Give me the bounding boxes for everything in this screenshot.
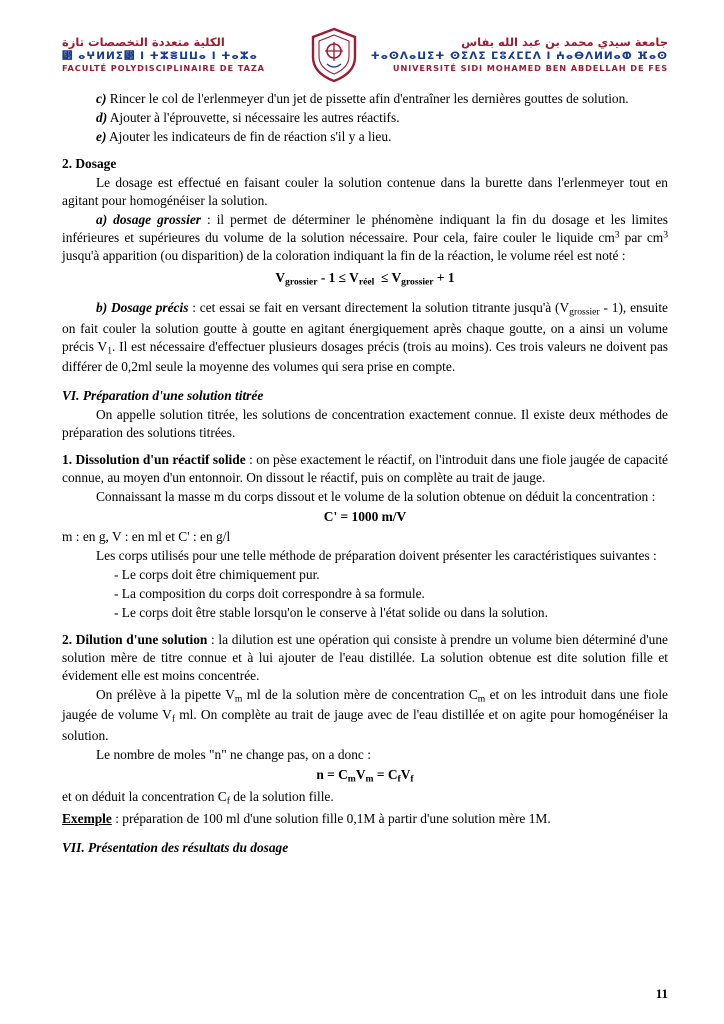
paragraph-corps-caracteristiques: Les corps utilisés pour une telle méthode de préparation doivent présenter les caractéristiques suivantes : — [96, 547, 657, 563]
list-item-d-text: Ajouter à l'éprouvette, si nécessaire les autres réactifs. — [109, 109, 400, 125]
bullet-item-1: - Le corps doit être chimiquement pur. — [114, 566, 320, 582]
text-dosage-precis-1: : cet essai se fait en versant directement la solution titrante jusqu'à (V — [188, 300, 570, 316]
header-left-block — [62, 35, 297, 75]
text-deduit-1: et on déduit la concentration C — [62, 789, 227, 805]
heading-dilution — [62, 631, 668, 685]
heading-dissolution — [62, 451, 668, 487]
header-right-french: UNIVERSITÉ SIDI MOHAMED BEN ABDELLAH DE FES — [392, 63, 668, 74]
paragraph-dosage-grossier — [62, 211, 668, 265]
paragraph-dosage-precis — [62, 299, 668, 376]
paragraph-deduit — [62, 788, 668, 809]
header-right-block — [371, 35, 668, 75]
text-dosage-grossier-1: : il permet de déterminer le phénomène indiquant la fin du dosage et les limites inférieures et supérieures du volume de la solution nécessaire. Pour cela, faire couler le liquide cm — [62, 211, 668, 245]
header-right-tifinagh: ⵜⴰⵙⴷⴰⵡⵉⵜ ⵙⵉⴷⵉ ⵎⵓⵃⵎⵎⴷ ⵏ ⵄⴰⴱⴷⵍⵍⴰⵀ ⴼⴰⵙ — [370, 49, 668, 62]
heading-dilution-label: 2. Dilution d'une solution — [62, 631, 208, 647]
text-dosage-grossier-sup1: 3 — [614, 229, 620, 241]
text-preleve-1: On prélève à la pipette V — [96, 686, 235, 702]
label-exemple: Exemple — [62, 810, 112, 826]
label-dosage-grossier: a) dosage grossier — [96, 211, 201, 227]
list-item-c-text: Rincer le col de l'erlenmeyer d'un jet de pissette afin d'entraîner les dernières gouttes de solution. — [109, 91, 629, 106]
list-item-d — [62, 109, 668, 127]
text-dosage-grossier-2: par cm — [619, 229, 664, 245]
list-item-d-label: d) — [96, 109, 108, 125]
heading-dissolution-label: 1. Dissolution d'un réactif solide — [62, 452, 246, 468]
text-deduit-sub: f — [226, 795, 230, 807]
heading-dosage: 2. Dosage — [62, 155, 117, 171]
header-right-arabic: جامعة سيدي محمد بن عبد الله بفاس — [461, 35, 668, 50]
text-dosage-grossier-3: jusqu'à apparition (ou disparition) de la coloration indiquant la fin de la réaction, le volume réel est noté : — [62, 247, 626, 263]
text-preleve-3: et on les introduit dans une fiole jaugée de volume V — [62, 686, 669, 723]
text-preleve-4: ml. On complète au trait de jauge avec de l'eau distillée et on agite pour homogénéiser la solution. — [62, 707, 669, 743]
list-item-c — [62, 90, 668, 108]
heading-section-vi: VI. Préparation d'une solution titrée — [62, 388, 264, 404]
heading-dissolution-text: : on pèse exactement le réactif, on l'introduit dans une fiole jaugée de capacité connue, au moyen d'un entonnoir. On dissout le réactif, puis on complète au trait de jauge. — [62, 452, 668, 486]
university-crest-logo — [305, 27, 363, 83]
header-left-tifinagh: ⵲ ⴰⵖⵍⵍⵉ⵲ ⵏ ⵜⵣⴻⵡⵡⴰ ⵏ ⵜⴰⵣⴰ — [62, 49, 258, 62]
paragraph-section-vi: On appelle solution titrée, les solutions de concentration exactement connue. Il existe deux méthodes de préparation des solutions titrées. — [62, 407, 668, 441]
paragraph-connaissant: Connaissant la masse m du corps dissout et le volume de la solution obtenue on déduit la concentration : — [96, 489, 656, 505]
header-left-french: FACULTÉ POLYDISCIPLINAIRE DE TAZA — [62, 63, 265, 74]
heading-section-vii: VII. Présentation des résultats du dosage — [62, 839, 289, 855]
label-dosage-precis: b) Dosage précis — [96, 300, 189, 316]
text-preleve-sub3: f — [171, 713, 176, 725]
text-preleve-sub1: m — [234, 693, 243, 705]
list-item-e-text: Ajouter les indicateurs de fin de réaction s'il y a lieu. — [109, 128, 392, 144]
paragraph-units: m : en g, V : en ml et C' : en g/l — [62, 528, 231, 544]
formula-concentration: C' = 1000 m/V — [323, 508, 407, 524]
paragraph-dosage-intro: Le dosage est effectué en faisant couler la solution contenue dans la burette dans l'erlenmeyer tout en agitant pour homogénéiser la solution. — [62, 174, 668, 208]
paragraph-exemple — [62, 810, 668, 828]
paragraph-preleve — [62, 686, 668, 745]
text-preleve-2: ml de la solution mère de concentration C — [242, 686, 478, 702]
list-item-e — [62, 128, 668, 146]
text-preleve-sub2: m — [477, 693, 486, 705]
document-content — [62, 90, 668, 857]
formula-volume-range: $V_{grossier} - 1 \le V_{réel} \le V_{grossier} + 1$ — [275, 269, 455, 288]
heading-dilution-text: : la dilution est une opération qui consiste à prendre un volume bien déterminé d'une solution mère de titre connue et à lui ajouter de l'eau distillée. La solution obtenue est dite solution fille et évidement elle est moins concentrée. — [62, 631, 668, 683]
bullet-item-3: - Le corps doit être stable lorsqu'on le conserve à l'état solide ou dans la solution. — [114, 604, 548, 620]
header-left-arabic: الكلية متعددة التخصصات تازة — [62, 35, 225, 50]
list-item-c-label: c) — [96, 91, 107, 106]
bullet-item-2: - La composition du corps doit correspondre à sa formule. — [114, 585, 425, 601]
text-dosage-grossier-sup2: 3 — [663, 229, 668, 241]
text-dosage-precis-sub2: 1 — [107, 345, 113, 357]
paragraph-moles: Le nombre de moles "n" ne change pas, on a donc : — [96, 746, 371, 762]
text-exemple: : préparation de 100 ml d'une solution fille 0,1M à partir d'une solution mère 1M. — [111, 810, 551, 826]
text-dosage-precis-3: . Il est nécessaire d'effectuer plusieurs dosages précis (trois au moins). Ces trois valeurs ne doivent pas différer de 0,2ml seule la moyenne des volumes qui sera prise en compte. — [62, 338, 669, 375]
text-dosage-precis-2: - 1), ensuite on fait couler la solution goutte à goutte en agitant énergiquement après chaque goutte, on a ainsi un volume précis V — [62, 300, 668, 354]
list-item-e-label: e) — [96, 128, 107, 144]
text-dosage-precis-sub1: grossier — [569, 306, 600, 318]
page-header — [62, 26, 668, 84]
formula-moles: $n = C_mV_m = C_fV_f$ — [316, 766, 414, 785]
text-deduit-2: de la solution fille. — [229, 789, 334, 805]
page-number: 11 — [655, 986, 668, 1001]
